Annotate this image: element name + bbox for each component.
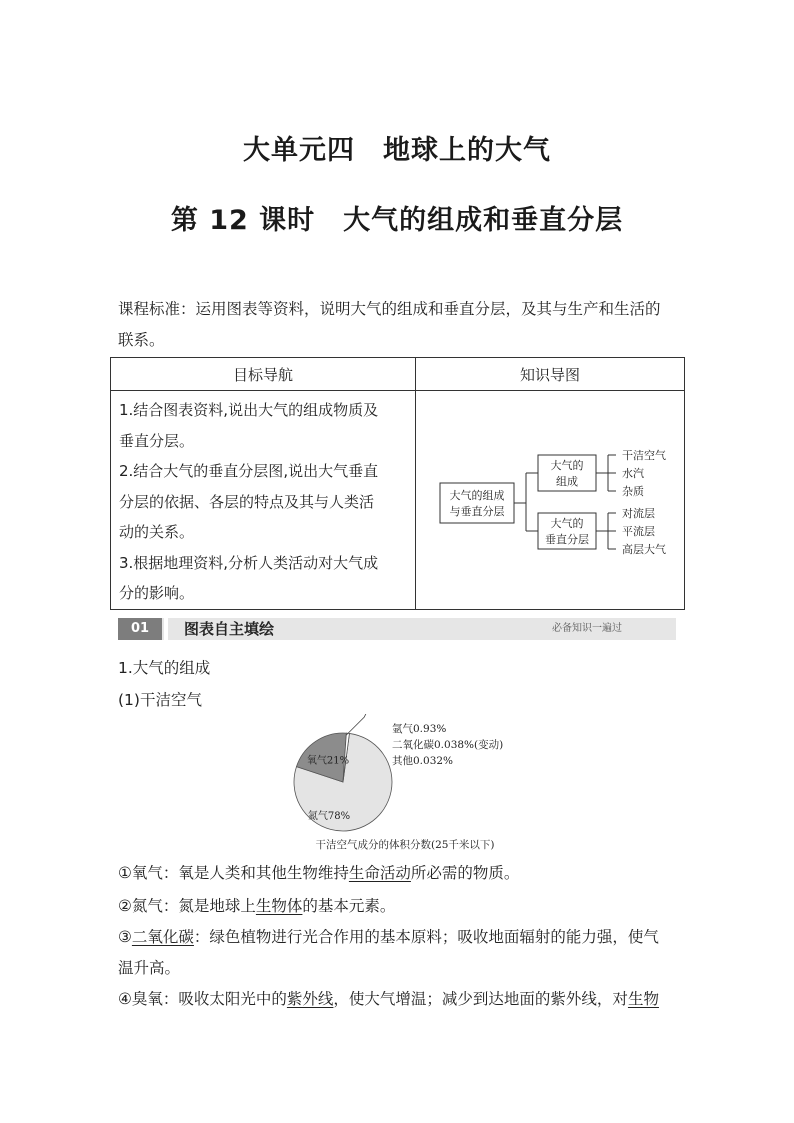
mindmap-leaf-upper-atmosphere: 高层大气 (622, 543, 666, 556)
oxygen-answer: 生命活动 (348, 864, 411, 882)
item-co2 (118, 922, 684, 984)
pie-label-oxygen: 氧气21% (306, 755, 350, 767)
nitrogen-text-pre: ②氮气：氮是地球上 (118, 897, 256, 915)
knowledge-map-cell (416, 391, 685, 610)
mindmap-leaf-impurities: 杂质 (622, 485, 644, 498)
mindmap-branch2-line1: 大气的 (550, 517, 584, 530)
pie-chart-caption: 干洁空气成分的体积分数(25千米以下) (315, 839, 495, 851)
goal-3-line2: 分的影响。 (119, 584, 195, 602)
ozone-text-pre: ④臭氧：吸收太阳光中的 (118, 990, 287, 1008)
mindmap-leaf-dry-air: 干洁空气 (622, 449, 666, 462)
mindmap-branch1-line1: 大气的 (550, 459, 584, 472)
co2-answer: 二氧化碳 (131, 928, 194, 946)
knowledge-mindmap (416, 391, 700, 611)
mindmap-leaf-troposphere: 对流层 (622, 507, 655, 520)
goals-list (111, 391, 416, 610)
item-nitrogen (118, 891, 684, 922)
goals-table (110, 357, 685, 610)
course-standard-line1: 课程标准：运用图表等资料，说明大气的组成和垂直分层，及其与生产和生活的 (118, 300, 661, 318)
goals-header: 目标导航 (111, 358, 416, 391)
ozone-answer: 紫外线 (286, 990, 334, 1008)
goal-1-line2: 垂直分层。 (119, 431, 195, 450)
goal-1-line1: 1.结合图表资料,说出大气的组成物质及 (119, 401, 379, 419)
co2-text-pre: ③ (118, 928, 132, 946)
course-standard (118, 294, 684, 356)
pie-label-other: 其他0.032% (392, 755, 454, 767)
mindmap-root-line1: 大气的组成 (449, 489, 505, 502)
section-tag: 必备知识一遍过 (552, 623, 622, 634)
mindmap-branch1-line2: 组成 (556, 475, 578, 488)
mindmap-branch2-line2: 垂直分层 (545, 533, 589, 546)
co2-text-post: ：绿色植物进行光合作用的基本原料；吸收地面辐射的能力强，使气 (193, 928, 659, 946)
co2-text-line2: 温升高。 (118, 959, 181, 977)
pie-label-nitrogen: 氮气78% (307, 811, 351, 822)
nitrogen-answer: 生物体 (255, 897, 303, 915)
item-oxygen (118, 858, 684, 889)
goal-2-line2: 分层的依据、各层的特点及其与人类活 (119, 492, 375, 511)
goal-3-line1: 3.根据地理资料,分析人类活动对大气成 (119, 553, 379, 572)
mindmap-header: 知识导图 (416, 358, 685, 391)
lesson-title: 第 12 课时 大气的组成和垂直分层 (170, 205, 624, 236)
oxygen-text-post: 所必需的物质。 (410, 864, 520, 882)
item-ozone (118, 984, 684, 1015)
pie-label-argon: 氩气0.93% (392, 723, 447, 735)
ozone-answer-2: 生物 (627, 990, 659, 1008)
ozone-text-post: ，使大气增温；减少到达地面的紫外线，对 (333, 990, 628, 1008)
goal-2-line1: 2.结合大气的垂直分层图,说出大气垂直 (119, 462, 379, 480)
course-standard-line2: 联系。 (118, 331, 165, 349)
mindmap-leaf-stratosphere: 平流层 (622, 525, 655, 538)
mindmap-root-line2: 与垂直分层 (449, 505, 505, 518)
mindmap-leaf-water-vapor: 水汽 (622, 467, 644, 480)
heading-dry-air: (1)干洁空气 (118, 691, 202, 709)
goal-2-line3: 动的关系。 (119, 523, 195, 541)
banner-divider (164, 618, 168, 640)
heading-composition: 1.大气的组成 (118, 659, 211, 677)
pie-chart (260, 714, 550, 854)
pie-label-co2: 二氧化碳0.038%(变动) (392, 739, 504, 751)
section-banner (118, 618, 676, 640)
oxygen-text-pre: ①氧气：氧是人类和其他生物维持 (118, 864, 349, 882)
section-number: 01 (118, 618, 162, 640)
unit-title: 大单元四 地球上的大气 (243, 135, 551, 166)
section-title: 图表自主填绘 (184, 620, 275, 638)
nitrogen-text-post: 的基本元素。 (302, 897, 396, 915)
pie-chart-figure (260, 714, 550, 854)
pie-leader-line (346, 714, 368, 735)
